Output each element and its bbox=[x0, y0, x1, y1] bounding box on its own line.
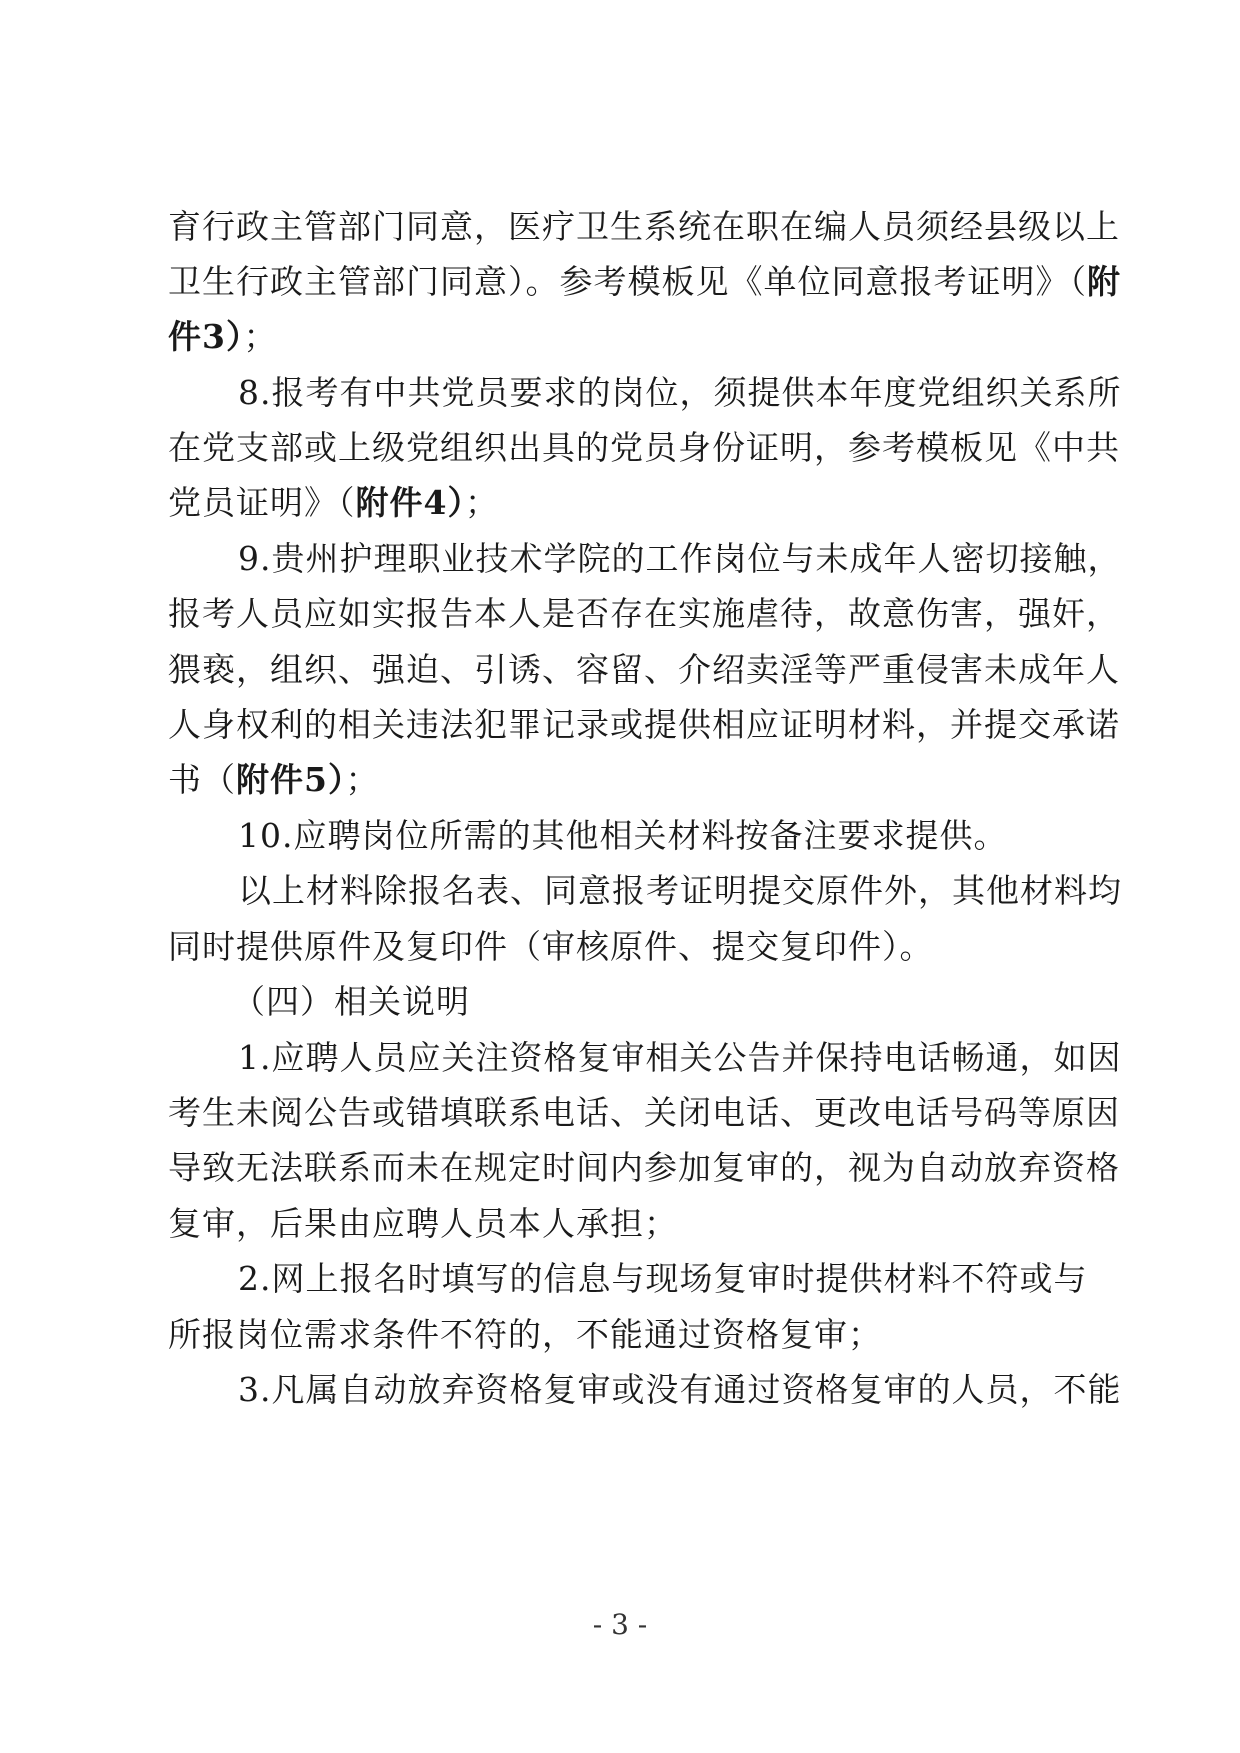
section-heading: （四）相关说明 bbox=[232, 982, 470, 1021]
list-item-8: 8.报考有中共党员要求的岗位，须提供本年度党组织关系所 bbox=[238, 373, 1122, 412]
text-line: 同时提供原件及复印件（审核原件、提交复印件）。 bbox=[168, 927, 934, 966]
text-line: 报考人员应如实报告本人是否存在实施虐待，故意伤害，强奸， bbox=[168, 594, 1120, 633]
text-line: 卫生行政主管部门同意）。参考模板见《单位同意报考证明》（附 bbox=[168, 262, 1121, 301]
text-line: 人身权利的相关违法犯罪记录或提供相应证明材料，并提交承诺 bbox=[168, 705, 1120, 744]
text-line: 猥亵，组织、强迫、引诱、容留、介绍卖淫等严重侵害未成年人 bbox=[168, 650, 1120, 689]
text-line: 件3）； bbox=[168, 317, 278, 356]
text-line: 在党支部或上级党组织出具的党员身份证明，参考模板见《中共 bbox=[168, 428, 1120, 467]
list-item-2: 2.网上报名时填写的信息与现场复审时提供材料不符或与 bbox=[238, 1259, 1088, 1298]
list-item-10: 10.应聘岗位所需的其他相关材料按备注要求提供。 bbox=[238, 816, 1008, 855]
text-line: 党员证明》（附件4）； bbox=[168, 483, 499, 522]
page-number: - 3 - bbox=[592, 1608, 648, 1641]
text-line: 考生未阅公告或错填联系电话、关闭电话、更改电话号码等原因 bbox=[168, 1093, 1120, 1132]
text-line: 书（附件5）； bbox=[168, 760, 380, 799]
list-item-9: 9.贵州护理职业技术学院的工作岗位与未成年人密切接触， bbox=[238, 539, 1122, 578]
text-line: 复审，后果由应聘人员本人承担； bbox=[168, 1204, 678, 1243]
list-item-1: 1.应聘人员应关注资格复审相关公告并保持电话畅通，如因 bbox=[238, 1038, 1122, 1077]
text-line: 育行政主管部门同意，医疗卫生系统在职在编人员须经县级以上 bbox=[168, 207, 1120, 246]
text-line: 导致无法联系而未在规定时间内参加复审的，视为自动放弃资格 bbox=[168, 1148, 1120, 1187]
paragraph: 以上材料除报名表、同意报考证明提交原件外，其他材料均 bbox=[238, 871, 1122, 910]
text-line: 所报岗位需求条件不符的，不能通过资格复审； bbox=[168, 1315, 882, 1354]
list-item-3: 3.凡属自动放弃资格复审或没有通过资格复审的人员，不能 bbox=[238, 1370, 1122, 1409]
